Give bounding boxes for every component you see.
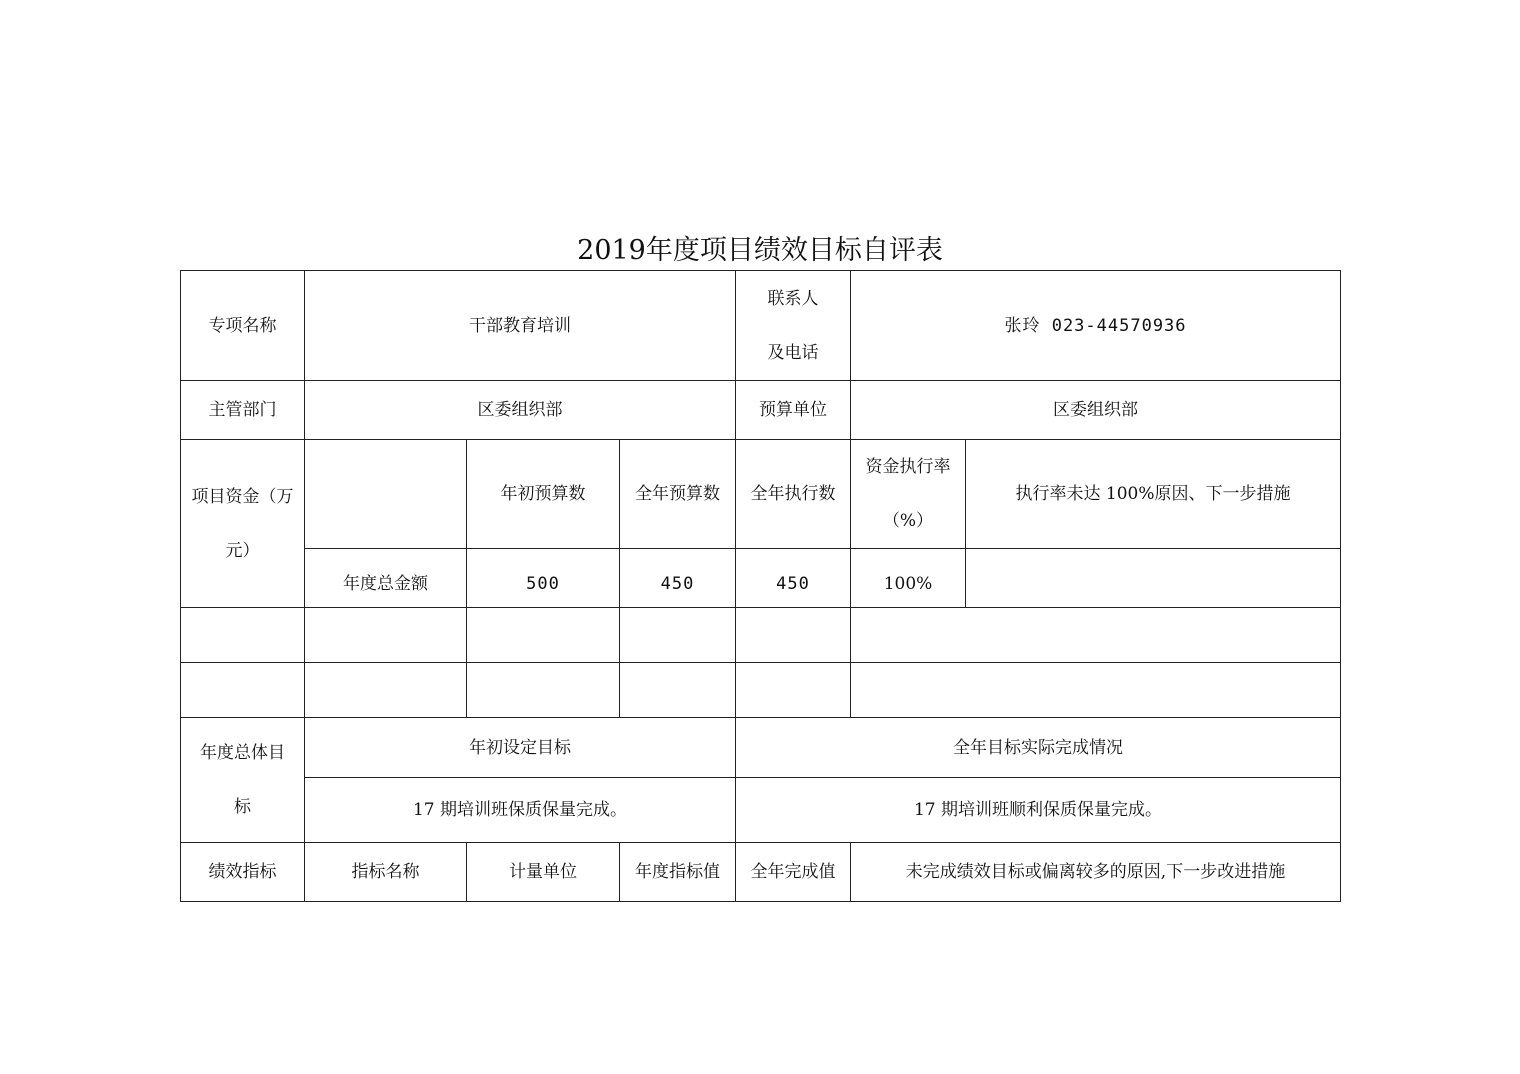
performance-indicator-label: 绩效指标 bbox=[181, 843, 305, 902]
annual-exec-value-text: 450 bbox=[776, 574, 810, 594]
annual-budget-value-text: 450 bbox=[660, 574, 695, 594]
annual-budget-value bbox=[620, 549, 736, 608]
empty-cell bbox=[736, 608, 851, 663]
goal-header-row bbox=[181, 718, 1341, 778]
exec-reason-value bbox=[966, 549, 1341, 608]
budget-unit-value: 区委组织部 bbox=[851, 381, 1341, 440]
project-funds-label-line1: 项目资金（万 bbox=[191, 486, 294, 507]
indicator-name-header: 指标名称 bbox=[305, 843, 467, 902]
exec-rate-header-line1: 资金执行率 bbox=[865, 457, 951, 477]
initial-budget-value-text: 500 bbox=[526, 574, 560, 594]
empty-cell bbox=[620, 608, 736, 663]
project-funds-label bbox=[181, 440, 305, 608]
actual-goal-header: 全年目标实际完成情况 bbox=[736, 718, 1341, 778]
contact-label-line1: 联系人 bbox=[767, 288, 819, 309]
self-evaluation-table bbox=[180, 270, 1341, 902]
annual-total-label-text: 年度总金额 bbox=[343, 574, 428, 594]
empty-cell bbox=[181, 608, 305, 663]
empty-cell bbox=[467, 663, 620, 718]
completed-value-header: 全年完成值 bbox=[736, 843, 851, 902]
department-value: 区委组织部 bbox=[305, 381, 736, 440]
indicator-reason-header: 未完成绩效目标或偏离较多的原因,下一步改进措施 bbox=[851, 843, 1341, 902]
annual-goal-label bbox=[181, 718, 305, 843]
funds-header-row bbox=[181, 440, 1341, 549]
indicator-header-row bbox=[181, 843, 1341, 902]
annual-goal-label-line1: 年度总体目 bbox=[200, 743, 285, 763]
empty-cell bbox=[620, 663, 736, 718]
contact-label bbox=[736, 271, 851, 381]
budget-unit-label: 预算单位 bbox=[736, 381, 851, 440]
set-goal-header: 年初设定目标 bbox=[305, 718, 736, 778]
empty-row-1 bbox=[181, 608, 1341, 663]
empty-cell bbox=[736, 663, 851, 718]
goal-value-row bbox=[181, 778, 1341, 843]
contact-value: 张玲 023-44570936 bbox=[851, 271, 1341, 381]
annual-total-row bbox=[181, 549, 1341, 608]
exec-rate-header-line2: （%） bbox=[882, 511, 934, 531]
annual-exec-header: 全年执行数 bbox=[736, 440, 851, 549]
exec-rate-value-text: 100% bbox=[883, 574, 933, 594]
project-name-label: 专项名称 bbox=[181, 271, 305, 381]
annual-budget-header: 全年预算数 bbox=[620, 440, 736, 549]
empty-cell bbox=[851, 608, 1341, 663]
page-title: 2019年度项目绩效目标自评表 bbox=[577, 235, 943, 266]
set-goal-value: 17 期培训班保质保量完成。 bbox=[305, 778, 736, 843]
empty-cell bbox=[305, 608, 467, 663]
contact-label-line2: 及电话 bbox=[767, 342, 819, 363]
empty-row-2 bbox=[181, 663, 1341, 718]
project-funds-label-line2: 元） bbox=[225, 540, 260, 561]
department-label: 主管部门 bbox=[181, 381, 305, 440]
annual-exec-value bbox=[736, 549, 851, 608]
exec-rate-header bbox=[851, 440, 966, 549]
project-name-row bbox=[181, 271, 1341, 381]
empty-cell bbox=[851, 663, 1341, 718]
project-name-value: 干部教育培训 bbox=[305, 271, 736, 381]
funds-header-blank bbox=[305, 440, 467, 549]
initial-budget-header: 年初预算数 bbox=[467, 440, 620, 549]
initial-budget-value bbox=[467, 549, 620, 608]
annual-indicator-value-header: 年度指标值 bbox=[620, 843, 736, 902]
empty-cell bbox=[305, 663, 467, 718]
department-row bbox=[181, 381, 1341, 440]
exec-rate-value bbox=[851, 549, 966, 608]
exec-reason-header: 执行率未达 100%原因、下一步措施 bbox=[966, 440, 1341, 549]
measure-unit-header: 计量单位 bbox=[467, 843, 620, 902]
annual-total-label bbox=[305, 549, 467, 608]
actual-goal-value: 17 期培训班顺利保质保量完成。 bbox=[736, 778, 1341, 843]
empty-cell bbox=[467, 608, 620, 663]
annual-goal-label-line2: 标 bbox=[234, 797, 251, 817]
empty-cell bbox=[181, 663, 305, 718]
